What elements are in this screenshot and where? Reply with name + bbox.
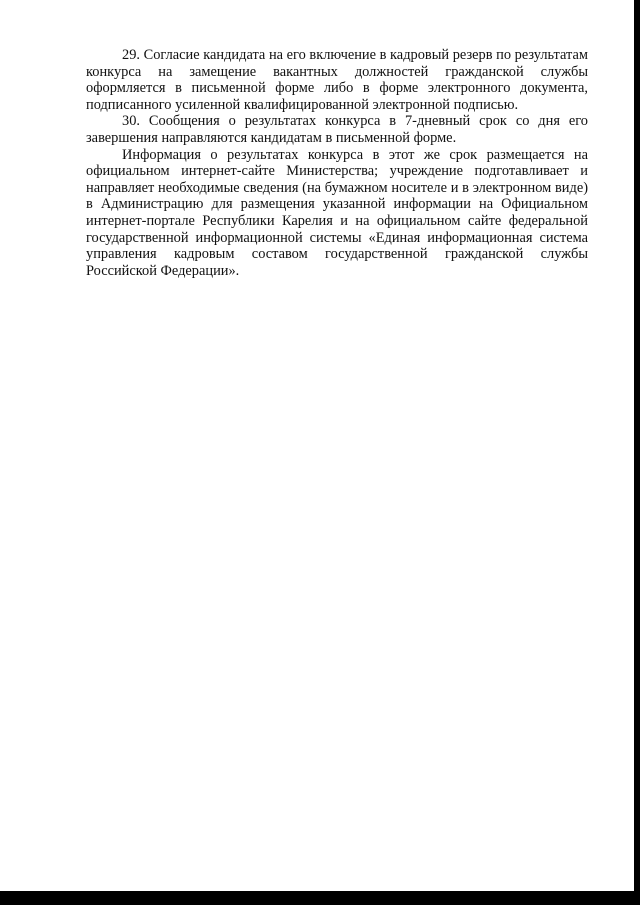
paragraph-29: 29. Согласие кандидата на его включение в кадровый резерв по результатам конкурса на замещение вакантных должностей гражданской службы оформляется в письменной форме либо в форме электронного документа, подписанного усиленной квалифицированной электронной подписью. [86,47,588,113]
paragraph-30: 30. Сообщения о результатах конкурса в 7-дневный срок со дня его завершения направляются кандидатам в письменной форме. [86,113,588,146]
scan-border-right [634,0,640,905]
scan-border-bottom [0,891,640,905]
paragraph-information: Информация о результатах конкурса в этот же срок размещается на официальном интернет-сайте Министерства; учреждение подготавливает и направляет необходимые сведения (на бумажном носителе и в электронном виде) в Администрацию для размещения указанной информации на Официальном интернет-портале Республики Карелия и на официальном сайте федеральной государственной информационной системы «Единая информационная система управления кадровым составом государственной гражданской службы Российской Федерации». [86,146,588,279]
document-body [86,47,588,279]
